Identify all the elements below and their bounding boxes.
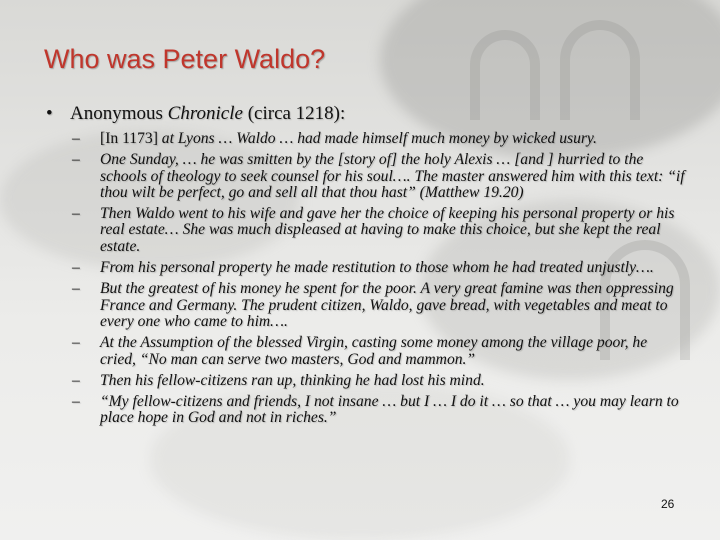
sub-bullet-text: Then his fellow-citizens ran up, thinking he had lost his mind.	[100, 371, 485, 389]
sub-bullet-text: From his personal property he made restitution to those whom he had treated unjustly….	[100, 259, 654, 277]
sub-bullet-text: at Lyons … Waldo … had made himself much money by wicked usury.	[157, 130, 597, 147]
dash-marker: –	[72, 130, 80, 147]
sub-bullet-item	[46, 394, 686, 427]
main-bullet-suffix: (circa 1218):	[242, 103, 346, 124]
dash-marker: –	[72, 205, 80, 223]
sub-bullet-item	[46, 131, 686, 147]
sub-bullet-text: “My fellow-citizens and friends, I not insane … but I … I do it … so that … you may learn to place hope in God and not in riches.”	[100, 393, 679, 427]
sub-bullet-item	[46, 373, 686, 389]
sub-bullet-text: But the greatest of his money he spent for the poor. A very great famine was then oppressing France and Germany. The prudent citizen, Waldo, gave bread, with vegetables and meat to every one who came to him….	[100, 280, 674, 330]
dash-marker: –	[72, 151, 80, 169]
dash-marker: –	[72, 259, 80, 277]
sub-bullet-item	[46, 260, 686, 276]
sub-bullet-lead: [In 1173]	[100, 130, 158, 147]
sub-bullet-list	[46, 131, 686, 427]
bullet-symbol: •	[46, 103, 53, 124]
main-bullet-prefix: Anonymous	[70, 103, 168, 124]
sub-bullet-text: Then Waldo went to his wife and gave her the choice of keeping his personal property or his real estate… She was much displeased at having to make this choice, but she kept the real estate.	[100, 205, 675, 255]
dash-marker: –	[72, 334, 80, 352]
sub-bullet-item	[46, 335, 686, 368]
slide-title: Who was Peter Waldo?	[44, 44, 326, 74]
dash-marker: –	[72, 371, 80, 389]
main-bullet-text	[70, 103, 345, 125]
sub-bullet-item	[46, 206, 686, 255]
main-bullet-emphasis: Chronicle	[167, 103, 243, 124]
sub-bullet-text: One Sunday, … he was smitten by the [story of] the holy Alexis … [and ] hurried to the schools of theology to seek counsel for his soul…. The master answered him with this text: “if thou wilt be perfect, go and sell all that thou hast” (Matthew 19.20)	[100, 151, 685, 201]
sub-bullet-text: At the Assumption of the blessed Virgin, casting some money among the village poor, he cried, “No man can serve two masters, God and mammon.”	[100, 334, 648, 368]
page-number: 26	[661, 497, 675, 511]
slide-content	[46, 103, 686, 432]
sub-bullet-item	[46, 152, 686, 201]
main-bullet	[46, 103, 686, 125]
sub-bullet-item	[46, 281, 686, 330]
dash-marker: –	[72, 393, 80, 411]
dash-marker: –	[72, 280, 80, 298]
